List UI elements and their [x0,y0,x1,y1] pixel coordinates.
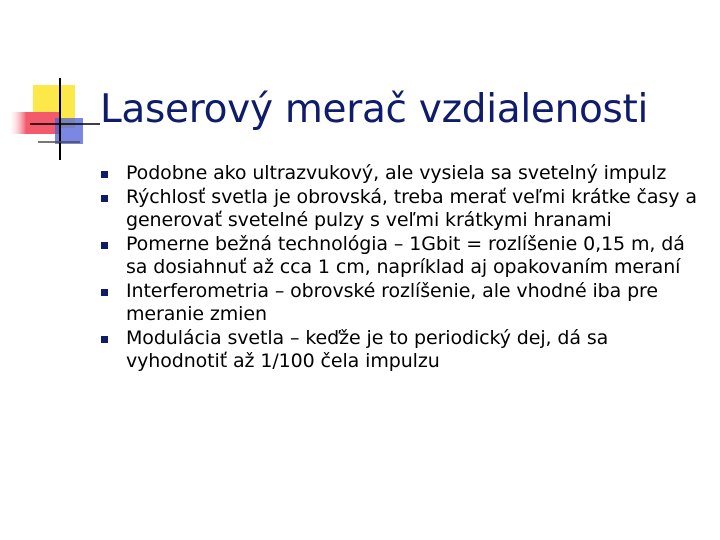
bullet-list [100,162,710,374]
bullet-item [100,327,710,374]
bullet-text: Interferometria – obrovské rozlíšenie, ale vhodné iba pre meranie zmien [126,279,658,325]
bullet-text: Modulácia svetla – keďže je to periodický dej, dá sa vyhodnotiť až 1/100 čela impulzu [126,326,609,372]
square-bullet-icon [101,171,108,178]
square-bullet-icon [101,289,108,296]
square-bullet-icon [101,242,108,249]
logo-red-bar [8,112,60,134]
slide-title: Laserový merač vzdialenosti [100,87,649,132]
bullet-item [100,280,710,327]
square-bullet-icon [101,195,108,202]
bullet-text: Pomerne bežná technológia – 1Gbit = rozlíšenie 0,15 m, dá sa dosiahnuť až cca 1 cm, napríklad aj opakovaním meraní [126,232,685,278]
bullet-text: Podobne ako ultrazvukový, ale vysiela sa svetelný impulz [126,162,667,184]
square-bullet-icon [101,336,108,343]
bullet-item [100,162,710,186]
bullet-text: Rýchlosť svetla je obrovská, treba merať veľmi krátke časy a generovať svetelné pulzy s veľmi krátkymi hranami [126,185,697,231]
bullet-item [100,186,710,233]
bullet-item [100,233,710,280]
corner-logo-graphic [0,0,110,170]
